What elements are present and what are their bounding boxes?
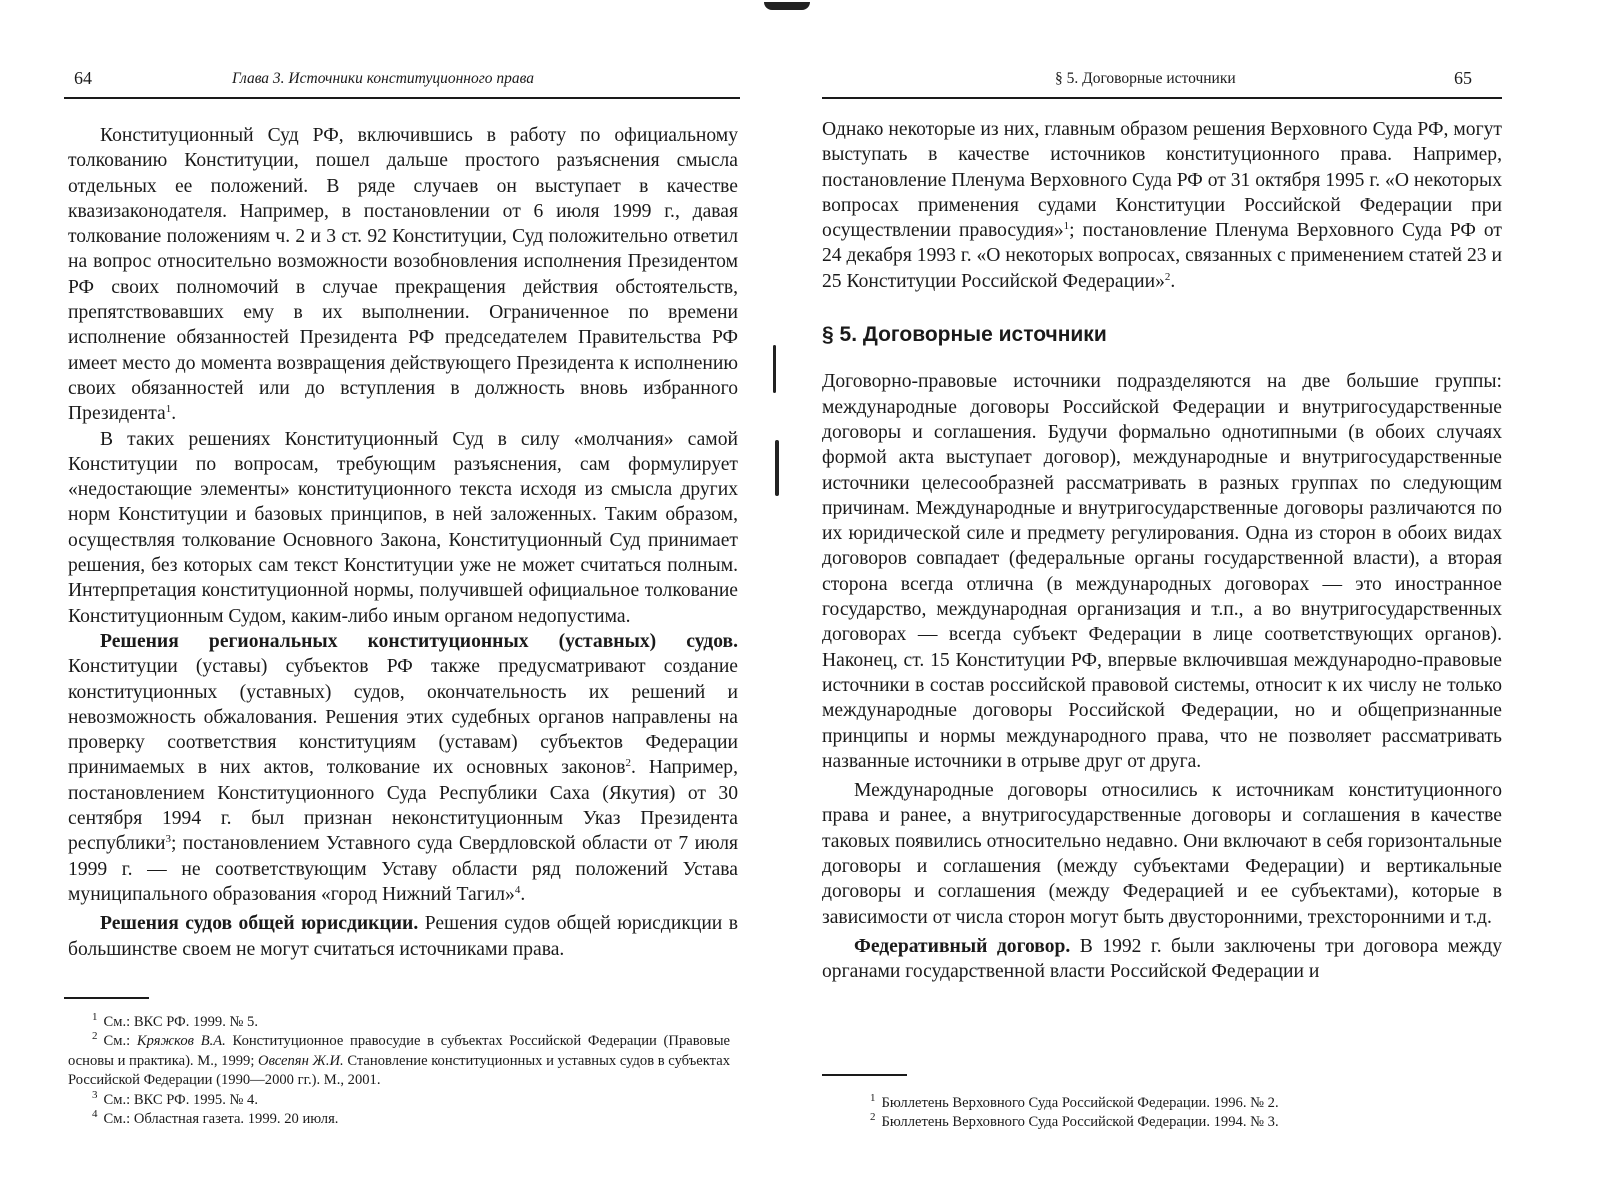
paragraph-heading: Решения судов общей юрисдикции.	[100, 913, 419, 935]
paragraph-heading: Решения региональных конституционных (уставных) судов.	[100, 630, 738, 652]
footnote: $^3$ См.: ВКС РФ. 1995. № 4.	[92, 1088, 259, 1108]
paragraph: Однако некоторые из них, главным образом решения Верховного Суда РФ, могут выступать в качестве источников конституционного права. Например, постановление Пленума Верховного Суда РФ от 31 октября 1995 г. «О некоторых вопросах применения судами Конституции Российской Федерации при осуществлении правосудия»$^1$; постановление Пленума Верховного Суда РФ от 24 декабря 1993 г. «О некоторых вопросах, связанных с применением статей 23 и 25 Конституции Российской Федерации»$^2$.	[822, 119, 1502, 292]
paragraph: Решения судов общей юрисдикции. Решения судов общей юрисдикции в большинстве своем не могут считаться источниками права.	[68, 913, 739, 960]
paragraph: Договорно-правовые источники подразделяются на две большие группы: международные договоры Российской Федерации и внутригосударственные договоры и соглашения. Будучи формально однотипными (в обоих случаях формой акта выступает договор), международные и внутригосударственные источники целесообразней рассматривать в разных группах по следующим причинам. Международные и внутригосударственные договоры различаются по их юридической силе и предмету регулирования. Одна из сторон в обоих видах договоров совпадает (федеральные органы государственной власти), а вторая сторона всегда отлична (в международных договорах — это иностранное государство, международная организация и т.п., а во внутригосударственных договорах — всегда субъект Федерации в лице соответствующих органов). Наконец, ст. 15 Конституции РФ, впервые включившая международно-правовые источники в состав российской правовой системы, относит к их числу не только международные договоры Российской Федерации, но и общепризнанные принципы и нормы международного права, что не позволяет рассматривать названные источники в отрыве друг от друга.	[822, 371, 1502, 772]
header-rule	[822, 97, 1502, 99]
right-running-header	[822, 66, 1502, 94]
page-number: 65	[1454, 68, 1472, 88]
footnote: $^1$ Бюллетень Верховного Суда Российской Федерации. 1996. № 2.	[870, 1092, 1279, 1111]
footnote: $^2$ См.: Кряжков В.А. Конституционное правосудие в субъектах Российской Федерации (Правовые основы и практика). М., 1999; Овсепян Ж.И. Становление конституционных и уставных судов в субъектах Российской Федерации (1990—2000 гг.). М., 2001.	[68, 1030, 730, 1089]
paragraph: Международные договоры относились к источникам конституционного права и ранее, а внутригосударственные договоры и соглашения в качестве таковых появились относительно недавно. Они включают в себя горизонтальные договоры и соглашения (между субъектами Федерации) и вертикальные договоры и соглашения (между Федерацией и ее субъектами), которые в зависимости от числа сторон могут быть двусторонними, трехсторонними и т.д.	[822, 780, 1502, 928]
page-number: 64	[74, 68, 92, 88]
footnote: $^4$ См.: Областная газета. 1999. 20 июля.	[92, 1108, 339, 1128]
paragraph-heading: Федеративный договор.	[854, 935, 1071, 957]
paragraph: В таких решениях Конституционный Суд в силу «молчания» самой Конституции по вопросам, требующим разъяснения, сам формулирует «недостающие элементы» конституционного текста исходя из смысла других норм Конституции и базовых принципов, в ней заложенных. Таким образом, осуществляя толкование Основного Закона, Конституционный Суд принимает решения, без которых сам текст Конституции уже не может считаться полным. Интерпретация конституционной нормы, получившей официальное толкование Конституционным Судом, каким-либо иным органом недопустима.	[68, 428, 738, 627]
paragraph: Конституционный Суд РФ, включившись в работу по официальному толкованию Конституции, пошел дальше простого разъяснения смысла отдельных ее положений. В ряде случаев он выступает в качестве квазизаконодателя. Например, в постановлении от 6 июля 1999 г., давая толкование положениям ч. 2 и 3 ст. 92 Конституции, Суд положительно ответил на вопрос относительно возможности возобновления исполнения Президентом РФ своих полномочий в случае прекращения действия обстоятельств, препятствовавших ему в их выполнении. Ограниченное по времени исполнение обязанностей Президента РФ председателем Правительства РФ имеет место до момента возвращения действующего Президента к исполнению своих обязанностей или до вступления в должность вновь избранного Президента$^1$.	[68, 125, 738, 425]
footnote: $^1$ См.: ВКС РФ. 1999. № 5.	[92, 1011, 259, 1030]
footnote: $^2$ Бюллетень Верховного Суда Российской Федерации. 1994. № 3.	[870, 1111, 1279, 1131]
right-body-text	[822, 117, 1502, 985]
section-heading: § 5. Договорные источники	[822, 323, 1107, 347]
paragraph: Решения региональных конституционных (уставных) судов. Конституции (уставы) субъектов РФ также предусматривают создание конституционных (уставных) судов, окончательность их решений и невозможность обжалования. Решения этих судебных органов направлены на проверку соответствия конституциям (уставам) субъектов Федерации принимаемых в них актов, толкование их основных законов$^2$. Например, постановлением Конституционного Суда Республики Саха (Якутия) от 30 сентября 1994 г. был признан неконституционным Указ Президента республики$^3$; постановлением Уставного суда Свердловской области от 7 июля 1999 г. — не соответствующим Уставу области ряд положений Устава муниципального образования «город Нижний Тагил»$^4$.	[68, 630, 738, 905]
running-title: Глава 3. Источники конституционного права	[232, 70, 535, 87]
running-title: § 5. Договорные источники	[1055, 70, 1236, 87]
paragraph: Федеративный договор. В 1992 г. были заключены три договора между органами государственной власти Российской Федерации и	[822, 935, 1502, 983]
footnote-rule	[822, 1074, 907, 1076]
right-footnotes	[846, 1094, 1446, 1133]
